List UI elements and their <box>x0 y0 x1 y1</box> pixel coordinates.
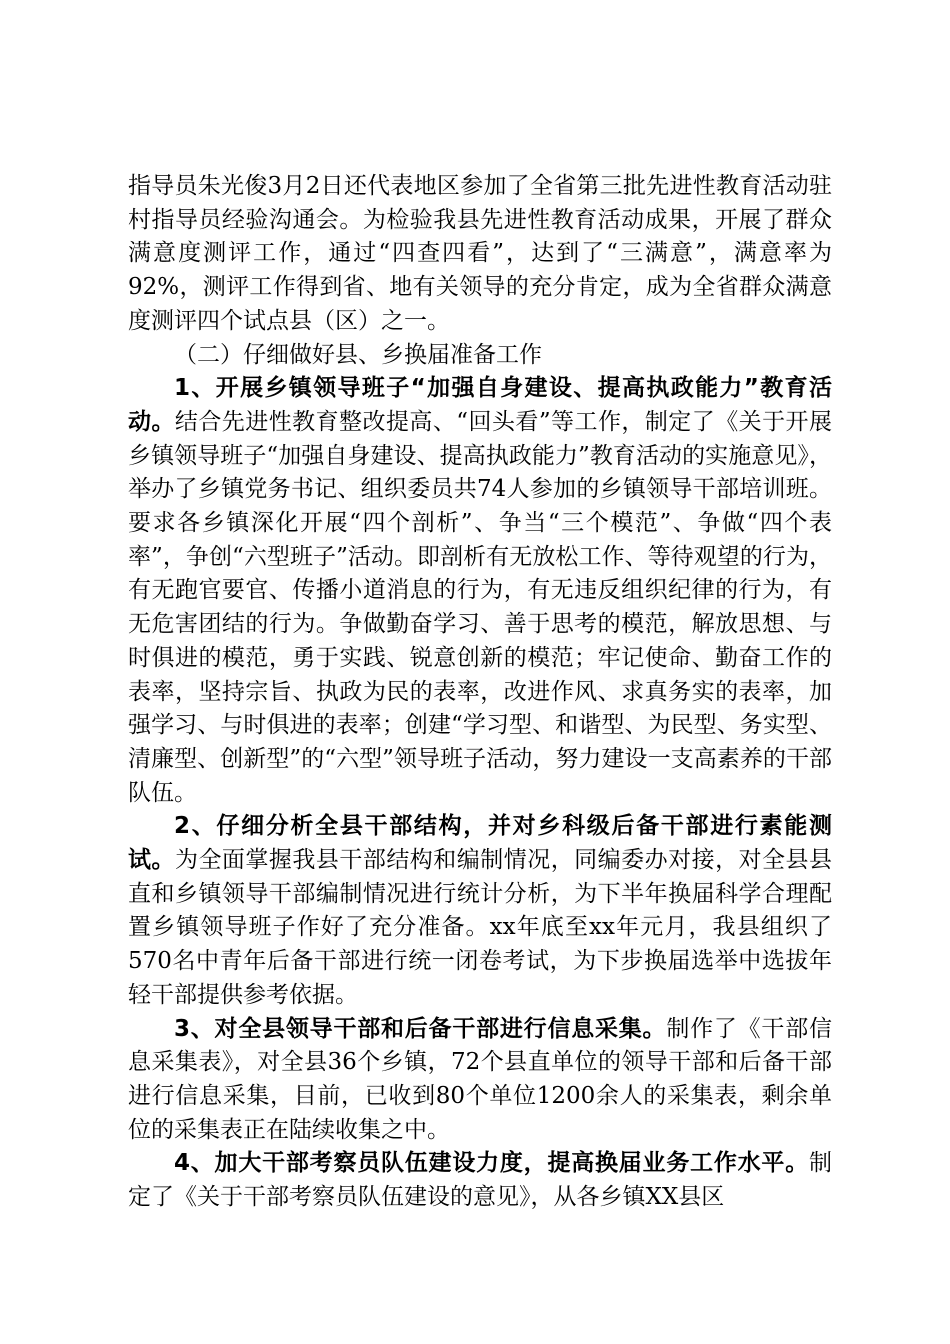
item-3-paragraph <box>128 1013 832 1148</box>
item-3-lead: 3、对全县领导干部和后备干部进行信息采集。 <box>174 1015 667 1042</box>
intro-text: 指导员朱光俊3月2日还代表地区参加了全省第三批先进性教育活动驻村指导员经验沟通会。为检验我县先进性教育活动成果，开展了群众满意度测评工作，通过“四查四看”，达到了“三满意”，满意率为92%，测评工作得到省、地有关领导的充分肯定，成为全省群众满意度测评四个试点县（区）之一。 <box>128 173 832 334</box>
item-2-lead: 2、仔细分析全县干部结构，并对乡科级后备干部进行素能测试。 <box>128 813 832 874</box>
item-4-text: 制定了《关于干部考察员队伍建设的意见》，从各乡镇XX县区 <box>128 1150 832 1211</box>
section-heading: （二）仔细做好县、乡换届准备工作 <box>174 341 542 368</box>
item-4-paragraph <box>128 1147 832 1214</box>
document-page <box>128 170 832 1215</box>
item-1-paragraph <box>128 372 832 810</box>
item-3-text: 制作了《干部信息采集表》，对全县36个乡镇，72个县直单位的领导干部和后备干部进行信息采集，目前，已收到80个单位1200余人的采集表，剩余单位的采集表正在陆续收集之中。 <box>128 1015 832 1143</box>
item-1-lead: 1、开展乡镇领导班子“加强自身建设、提高执政能力”教育活动。 <box>128 375 832 435</box>
item-4-lead: 4、加大干部考察员队伍建设力度，提高换届业务工作水平。 <box>174 1150 809 1177</box>
item-1-text: 结合先进性教育整改提高、“回头看”等工作，制定了《关于开展乡镇领导班子“加强自身建设、提高执政能力”教育活动的实施意见》，举办了乡镇党务书记、组织委员共74人参加的乡镇领导干部培训班。要求各乡镇深化开展“四个剖析”、争当“三个模范”、争做“四个表率”，争创“六型班子”活动。即剖析有无放松工作、等待观望的行为，有无跑官要官、传播小道消息的行为，有无违反组织纪律的行为，有无危害团结的行为。争做勤奋学习、善于思考的模范，解放思想、与时俱进的模范，勇于实践、锐意创新的模范；牢记使命、勤奋工作的表率，坚持宗旨、执政为民的表率，改进作风、求真务实的表率，加强学习、与时俱进的表率；创建“学习型、和谐型、为民型、务实型、清廉型、创新型”的“六型”领导班子活动，努力建设一支高素养的干部队伍。 <box>128 408 832 806</box>
intro-paragraph <box>128 170 832 339</box>
item-2-paragraph <box>128 810 832 1012</box>
item-2-text: 为全面掌握我县干部结构和编制情况，同编委办对接，对全县县直和乡镇领导干部编制情况进行统计分析，为下半年换届科学合理配置乡镇领导班子作好了充分准备。xx年底至xx年元月，我县组织了570名中青年后备干部进行统一闭卷考试，为下步换届选举中选拔年轻干部提供参考依据。 <box>128 847 833 1008</box>
